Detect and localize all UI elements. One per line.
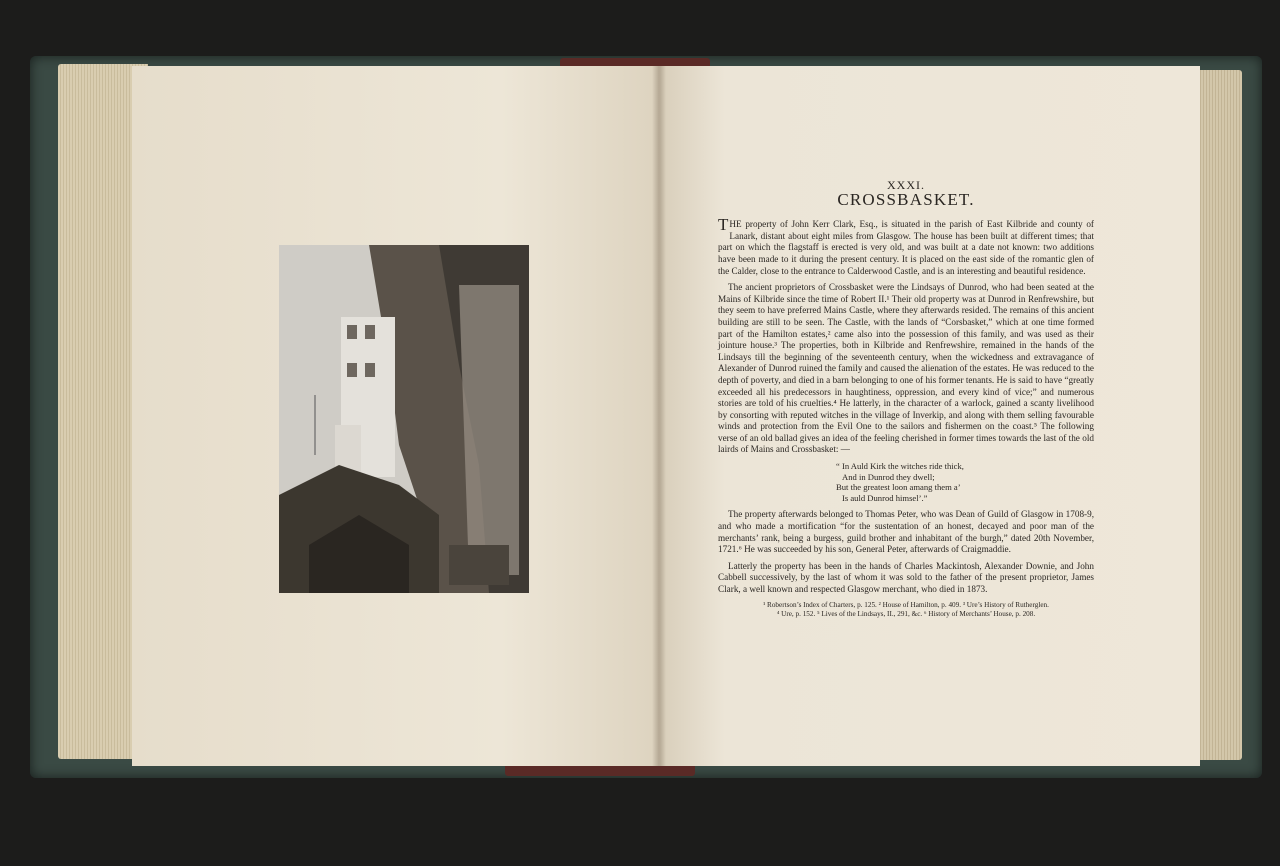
footnote-line: ⁴ Ure, p. 152. ⁵ Lives of the Lindsays, II., 291, &c. ⁶ History of Merchants’ House, p. 208. [776,609,1036,618]
photograph-scene [279,245,529,593]
footnotes [718,601,1094,619]
paragraph-3: The property afterwards belonged to Thomas Peter, who was Dean of Guild of Glasgow in 1708-9, and who made a mortification “for the sustentation of an honest, decayed and poor man of the merchants’ rank, being a burgess, guild brother and inhabitant of the burgh,” dated 20th November, 1721.⁶ He was succeeded by his son, General Peter, afterwards of Craigmaddie. [718,509,1094,555]
paragraph-2: The ancient proprietors of Crossbasket were the Lindsays of Dunrod, who had been seated at the Mains of Kilbride since the time of Robert II.¹ Their old property was at Dunrod in Renfrewshire, but they seem to have preferred Mains Castle, where they afterwards resided. The remains of this ancient building are still to be seen. The Castle, with the lands of “Corsbasket,” which at one time formed part of the Hamilton estates,² came also into the possession of this family, and was used as their jointure house.³ The properties, both in Kilbride and Renfrewshire, remained in the hands of the Lindsays till the beginning of the seventeenth century, when the wickedness and extravagance of Alexander of Dunrod ruined the family and caused the alienation of the estates. He was reduced to the depth of poverty, and died in a barn belonging to one of his former tenants. He is said to have “greatly exceeded all his predecessors in haughtiness, oppression, and every kind of vice;” and numerous stories are told of his cruelties.⁴ He latterly, in the character of a warlock, gained a scanty livelihood by consorting with reputed witches in the village of Inverkip, and along with them selling favourable winds and protection from the Evil One to the sailors and fishermen on the coast.⁵ The following verse of an old ballad gives an idea of the feeling cherished in former times towards the last of the old lairds of Mains and Crossbasket: — [718,282,1094,455]
book-gutter [652,66,666,766]
chapter-number: XXXI. [887,178,925,192]
crossbasket-photograph [279,245,529,593]
paragraph-4: Latterly the property has been in the hands of Charles Mackintosh, Alexander Downie, and John Cabbell successively, by the last of whom it was sold to the father of the present proprietor, James Clark, a well known and respected Glasgow merchant, who died in 1873. [718,560,1094,594]
ballad-verse [836,461,1094,503]
verse-line: “ In Auld Kirk the witches ride thick, [836,461,964,472]
footnote-line: ¹ Robertson’s Index of Charters, p. 125. ² House of Hamilton, p. 409. ³ Ure’s History of Rutherglen. [763,600,1049,609]
verse-line: But the greatest loon amang them a’ [836,482,961,493]
chapter-title: CROSSBASKET. [837,189,975,209]
verse-line: Is auld Dunrod himsel’.” [842,492,928,503]
verse-line: And in Dunrod they dwell; [842,471,935,482]
paragraph-1 [718,215,1094,277]
drop-cap: T [718,215,729,235]
article-text [718,180,1094,619]
paragraph-1-text: HE property of John Kerr Clark, Esq., is situated in the parish of East Kilbride and county of Lanark, distant about eight miles from Glasgow. The house has been built at different times; that part on which the flagstaff is erected is very old, and was built at a date not known: two additions have been made to it during the present century. It is placed on the east side of the romantic glen of the Calder, close to the entrance to Calderwood Castle, and is an interesting and beautiful residence. [718,219,1094,276]
